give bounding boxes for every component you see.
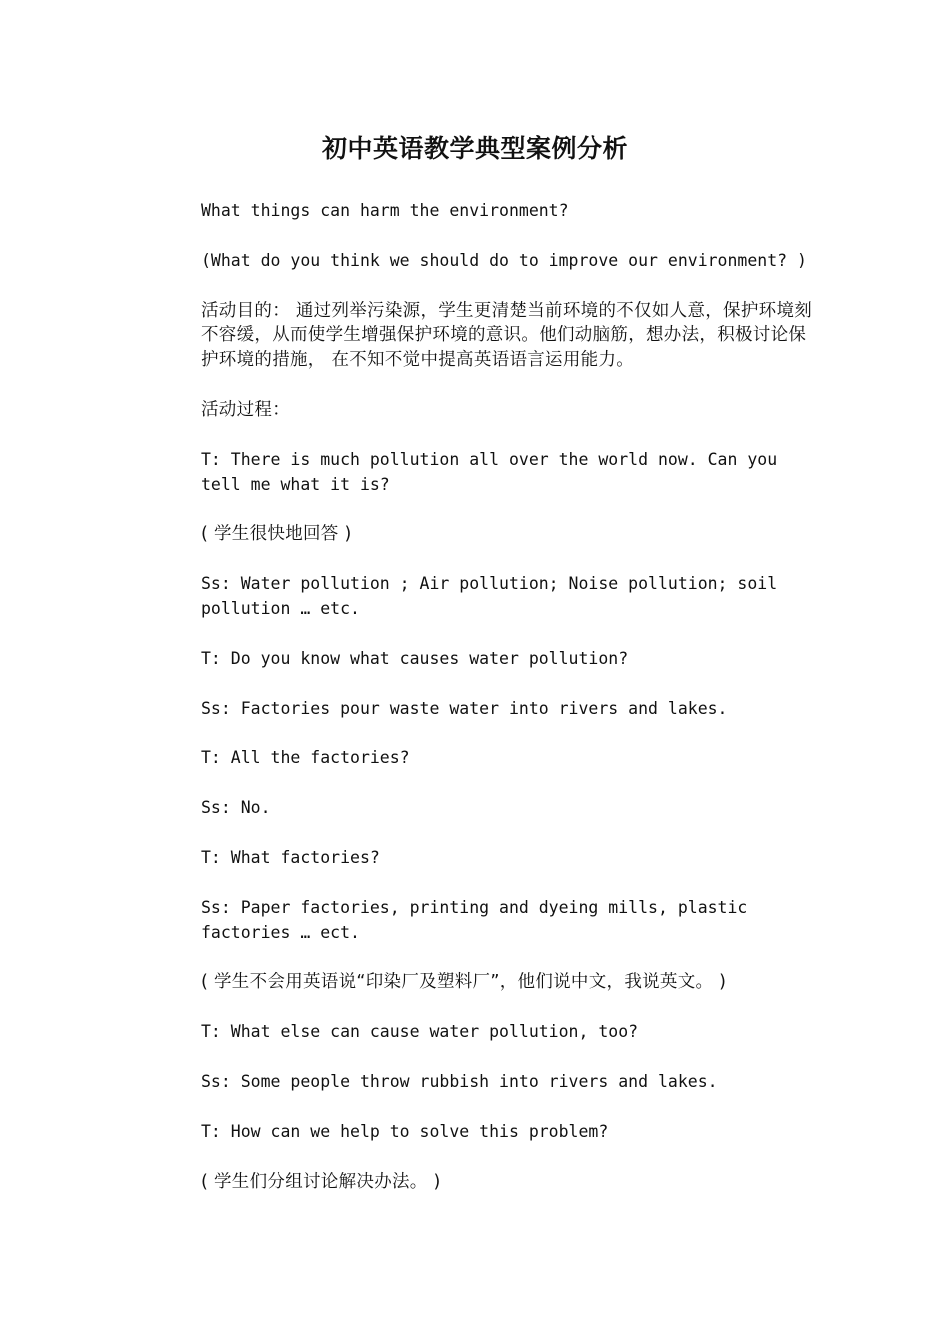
question-paragraph: What things can harm the environment? [201, 201, 569, 220]
dialogue-line: T: Do you know what causes water pollution? [201, 648, 629, 668]
stage-note: ( 学生很快地回答 ) [201, 524, 352, 545]
dialogue-line: Ss: No. [201, 798, 271, 818]
dialogue-line: T: All the factories? [201, 748, 410, 768]
activity-purpose-paragraph: 活动目的： 通过列举污染源，学生更清楚当前环境的不仅如人意，保护环境刻不容缓，从而使学生增强保护环境的意识。他们动脑筋，想办法，积极讨论保护环境的措施， 在不知不觉中提高英语语言运用能力。 [201, 300, 813, 371]
dialogue-line: T: What factories? [201, 847, 380, 867]
stage-note: ( 学生们分组讨论解决办法。 ) [201, 1171, 441, 1192]
dialogue-line: Ss: Paper factories, printing and dyeing mills, plastic factories … ect. [201, 897, 758, 942]
dialogue-line: T: There is much pollution all over the world now. Can you tell me what it is? [201, 449, 788, 494]
activity-process-heading: 活动过程： [201, 399, 290, 420]
document-body [201, 199, 813, 1219]
stage-note: ( 学生不会用英语说“印染厂及塑料厂”，他们说中文，我说英文。 ) [201, 972, 727, 993]
dialogue-line: Ss: Water pollution ; Air pollution; Noise pollution; soil pollution … etc. [201, 574, 788, 618]
document-title: 初中英语教学典型案例分析 [321, 134, 628, 163]
dialogue-line: Ss: Some people throw rubbish into rivers and lakes. [201, 1071, 718, 1091]
sub-question-paragraph: (What do you think we should do to improve our environment? ) [201, 250, 807, 270]
dialogue-line: T: How can we help to solve this problem? [201, 1121, 609, 1141]
dialogue-line: T: What else can cause water pollution, too? [201, 1022, 639, 1042]
dialogue-line: Ss: Factories pour waste water into rivers and lakes. [201, 698, 728, 718]
